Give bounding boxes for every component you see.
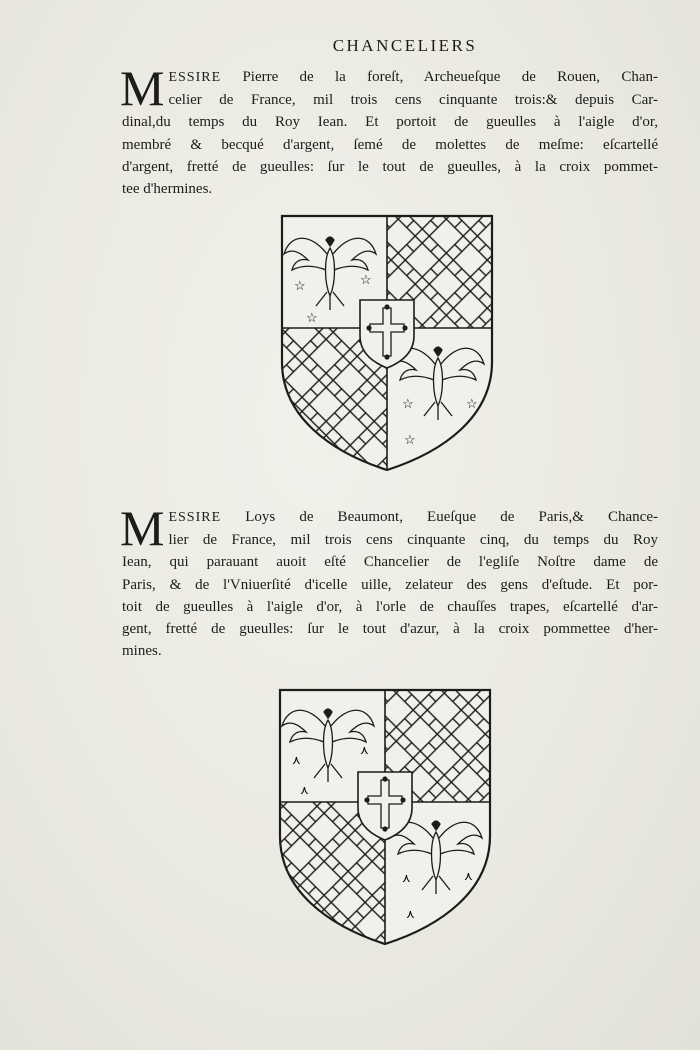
mullet-icon: ☆ [360,272,372,287]
coat-of-arms-1 [278,212,496,474]
entry-line: d'argent, fretté de gueulles: ſur le tout de gueulles, à la croix pommet- [122,158,658,175]
entry-line: mines. [122,643,162,660]
entry-line: gent, fretté de gueulles: ſur le tout d'azur, à la croix pommettee d'her- [122,621,658,638]
entry-line: celier de France, mil trois cens cinquante trois:& depuis Car- [168,92,658,109]
entry-line: Iean, qui parauant auoit eſté Chancelier de l'egliſe Noſtre dame de [122,554,658,571]
smallcaps-word: ESSIRE [168,510,222,525]
entry-pierre-de-la-forest [120,60,658,200]
drop-cap: M [120,60,165,116]
entry-line: tee d'hermines. [122,181,213,198]
mullet-icon: ☆ [306,310,318,325]
drop-cap: M [120,500,165,556]
entry-line: membré & becqué d'argent, ſemé de molettes de meſme: eſcartellé [122,136,658,153]
mullet-icon: ☆ [466,396,478,411]
coat-of-arms-2 [276,686,494,948]
mullet-icon: ☆ [402,396,414,411]
caltrop-icon: ⋏ [360,743,369,757]
smallcaps-word: ESSIRE [168,70,222,85]
entry-loys-de-beaumont [120,500,658,662]
caltrop-icon: ⋏ [292,753,301,767]
caltrop-icon: ⋏ [464,869,473,883]
caltrop-icon: ⋏ [406,907,415,921]
caltrop-icon: ⋏ [300,783,309,797]
entry-line: toit de gueulles à l'aigle d'or, à l'orle de chauſſes trapes, eſcartellé d'ar- [122,598,658,615]
entry-line: ESSIRE Pierre de la foreſt, Archeueſque de Rouen, Chan- [168,69,658,85]
caltrop-icon: ⋏ [402,871,411,885]
mullet-icon: ☆ [294,278,306,293]
running-head: CHANCELIERS [332,36,478,55]
mullet-icon: ☆ [404,432,416,447]
entry-line: ESSIRE Loys de Beaumont, Eueſque de Paris,& Chance- [168,509,658,525]
entry-line: dinal,du temps du Roy Iean. Et portoit de gueulles à l'aigle d'or, [122,114,658,131]
entry-line: Paris, & de l'Vniuerſité d'icelle uille, zelateur des gens d'eſtude. Et por- [122,576,658,593]
entry-line: lier de France, mil trois cens cinquante cinq, du temps du Roy [168,532,658,549]
